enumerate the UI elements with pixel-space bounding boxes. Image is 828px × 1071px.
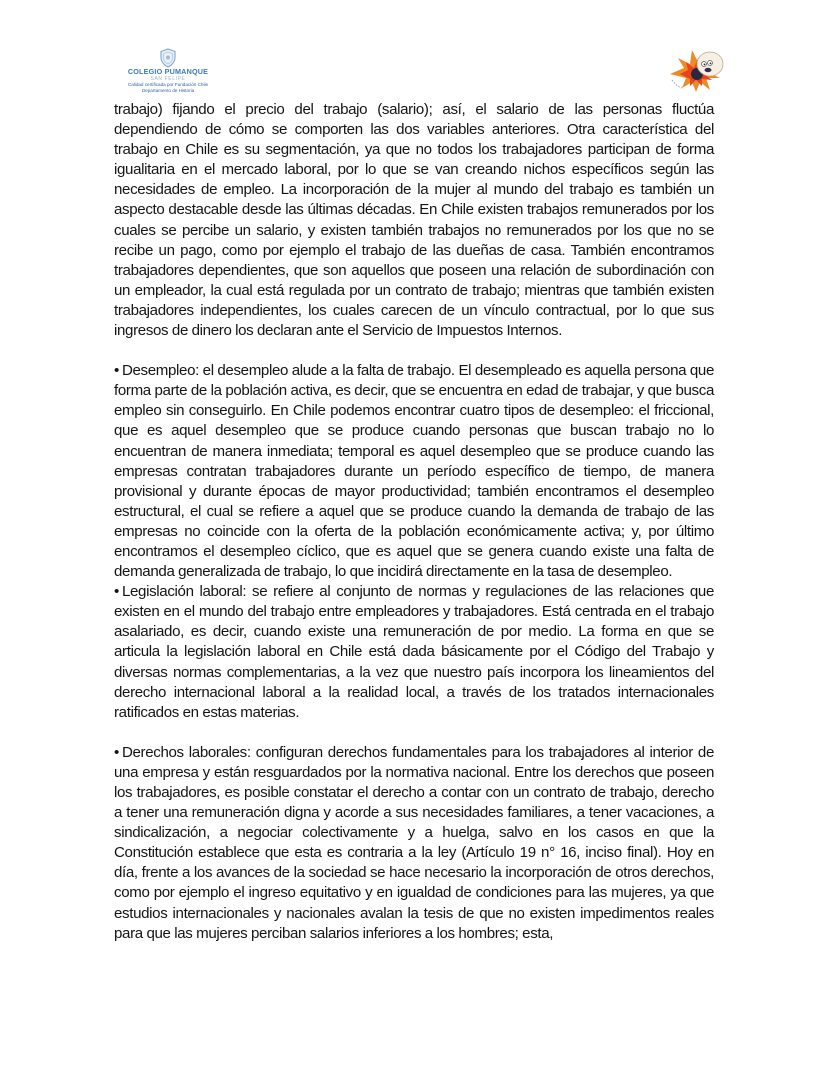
paragraph-text: trabajo) fijando el precio del trabajo (salario); así, el salario de las personas fluctúa dependiendo de cómo se comporten las dos variables anteriores. Otra característica del trabajo en Chile es su segmentación, ya que no todos los trabajadores participan de forma igualitaria en el mercado laboral, por lo que se van creando nichos específicos según las necesidades de empleo. La incorporación de la mujer al mundo del trabajo es también un aspecto destacable desde las últimas décadas. En Chile existen trabajos remunerados por los cuales se percibe un salario, y existen también trabajos no remunerados por los que no se recibe un pago, como por ejemplo el trabajo de las dueñas de casa. También encontramos trabajadores dependientes, que son aquellos que poseen una relación de subordinación con un empleador, la cual está regulada por un contrato de trabajo; mientras que también existen trabajadores independientes, los cuales carecen de un vínculo contractual, por lo que sus ingresos de dinero los declaran ante el Servicio de Impuestos Internos. xyxy=(114,101,714,340)
paragraph-text: Desempleo: el desempleo alude a la falta de trabajo. El desempleado es aquella persona que forma parte de la población activa, es decir, que se encuentra en edad de trabajar, y que busca empleo sin conseguirlo. En Chile podemos encontrar cuatro tipos de desempleo: el friccional, que es aquel desempleo que se produce cuando personas que buscan trabajo no lo encuentran de manera inmediata; temporal es aquel desempleo que se produce cuando las empresas contratan trabajadores durante un período específico de tiempo, de manera provisional y durante épocas de mayor productividad; también encontramos el desempleo estructural, el cual se refiere a aquel que se produce cuando la demanda de trabajo de las empresas no coincide con la oferta de la población económicamente activa; y, por último encontramos el desempleo cíclico, que es aquel que se genera cuando existe una falta de demanda generalizada de trabajo, lo que incidirá directamente en la tasa de desempleo. xyxy=(114,362,714,581)
cartoon-explosion-icon xyxy=(666,44,728,94)
document-body xyxy=(114,100,714,944)
paragraph-desempleo xyxy=(114,361,714,582)
shield-crest-icon xyxy=(159,48,177,68)
bullet-icon: • xyxy=(114,743,119,761)
bullet-icon: • xyxy=(114,583,119,601)
paragraph-spacer xyxy=(114,723,714,743)
bullet-icon: • xyxy=(114,362,119,380)
paragraph-text: Legislación laboral: se refiere al conjunto de normas y regulaciones de las relaciones que existen en el mundo del trabajo entre empleadores y trabajadores. Está centrada en el trabajo asalariado, es decir, cuando existe una remuneración de por medio. La forma en que se articula la legislación laboral en Chile está dada básicamente por el Código del Trabajo y diversas normas complementarias, a la vez que nuestro país incorpora los lineamientos del derecho internacional laboral a la realidad local, a través de los tratados internacionales ratificados en estas materias. xyxy=(114,583,714,721)
page-header xyxy=(0,0,828,100)
school-name: COLEGIO PUMANQUE xyxy=(127,67,209,76)
department-text: Departamento de Historia xyxy=(141,88,195,93)
school-city: SAN FELIPE xyxy=(150,76,186,82)
paragraph-intro-continuation xyxy=(114,100,714,341)
school-logo xyxy=(116,48,220,98)
certification-text: Calidad certificada por Fundación Chile xyxy=(127,82,209,87)
paragraph-text: Derechos laborales: configuran derechos fundamentales para los trabajadores al interior de una empresa y están resguardados por la normativa nacional. Entre los derechos que poseen los trabajadores, es posible constatar el derecho a contar con un contrato de trabajo, derecho a tener una remuneración digna y acorde a sus necesidades familiares, a tener vacaciones, a sindicalización, a negociar colectivamente y a huelga, salvo en los casos en que la Constitución establece que esta es contraria a la ley (Artículo 19 n° 16, inciso final). Hoy en día, frente a los avances de la sociedad se hace necesario la incorporación de otros derechos, como por ejemplo el ingreso equitativo y en igualdad de condiciones para las mujeres, ya que estudios internacionales y nacionales avalan la tesis de que no existen impedimentos reales para que las mujeres perciban salarios inferiores a los hombres; esta, xyxy=(114,743,714,942)
paragraph-spacer xyxy=(114,341,714,361)
paragraph-derechos-laborales xyxy=(114,743,714,944)
paragraph-legislacion-laboral xyxy=(114,582,714,723)
